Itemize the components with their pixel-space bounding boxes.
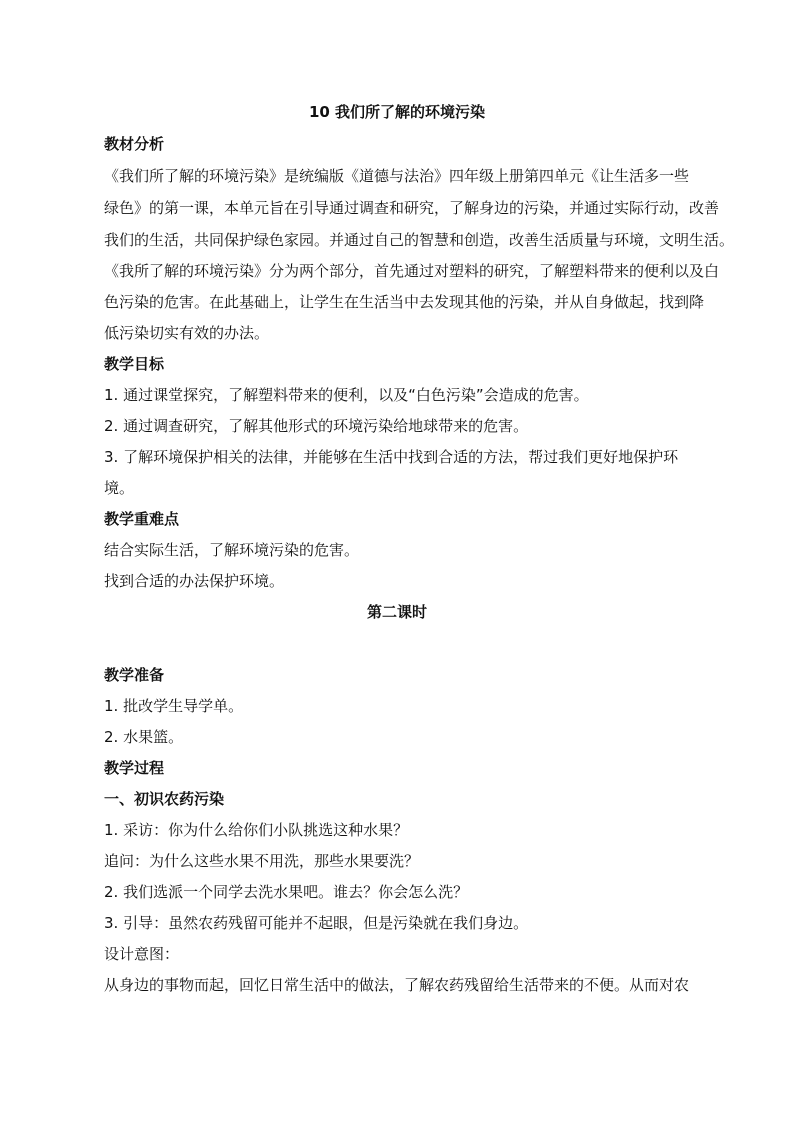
list-item: 2. 通过调查研究，了解其他形式的环境污染给地球带来的危害。 xyxy=(104,417,529,435)
paragraph-line: 低污染切实有效的办法。 xyxy=(104,324,270,342)
list-item: 1. 通过课堂探究，了解塑料带来的便利，以及“白色污染”会造成的危害。 xyxy=(104,386,589,404)
paragraph-line: 色污染的危害。在此基础上，让学生在生活当中去发现其他的污染，并从自身做起，找到降 xyxy=(104,293,705,311)
list-item: 3. 引导：虽然农药残留可能并不起眼，但是污染就在我们身边。 xyxy=(104,914,529,932)
list-item: 2. 水果篮。 xyxy=(104,728,184,746)
paragraph-line: 我们的生活，共同保护绿色家园。并通过自己的智慧和创造，改善生活质量与环境，文明生活。 xyxy=(104,231,735,249)
list-item: 2. 我们选派一个同学去洗水果吧。谁去？你会怎么洗？ xyxy=(104,883,469,901)
paragraph-line: 《我们所了解的环境污染》是统编版《道德与法治》四年级上册第四单元《让生活多一些 xyxy=(104,167,690,185)
design-intent-label: 设计意图： xyxy=(104,945,180,963)
list-item: 找到合适的办法保护环境。 xyxy=(104,572,285,590)
document-title: 10 我们所了解的环境污染 xyxy=(308,103,486,121)
list-item: 追问：为什么这些水果不用洗，那些水果要洗？ xyxy=(104,852,420,870)
section-heading-analysis: 教材分析 xyxy=(104,135,165,153)
lesson-heading: 第二课时 xyxy=(366,603,427,621)
paragraph-line: 从身边的事物而起，回忆日常生活中的做法，了解农药残留给生活带来的不便。从而对农 xyxy=(104,976,690,994)
list-item-continuation: 境。 xyxy=(104,479,135,497)
paragraph-line: 《我所了解的环境污染》分为两个部分，首先通过对塑料的研究，了解塑料带来的便利以及白 xyxy=(104,262,720,280)
section-heading-prep: 教学准备 xyxy=(104,666,165,684)
section-heading-process: 教学过程 xyxy=(104,759,165,777)
list-item: 1. 批改学生导学单。 xyxy=(104,697,244,715)
subsection-heading-part1: 一、初识农药污染 xyxy=(104,790,225,808)
section-heading-keypoints: 教学重难点 xyxy=(104,510,180,528)
paragraph-line: 绿色》的第一课，本单元旨在引导通过调查和研究，了解身边的污染，并通过实际行动，改善 xyxy=(104,199,720,217)
list-item: 3. 了解环境保护相关的法律，并能够在生活中找到合适的方法，帮过我们更好地保护环 xyxy=(104,448,679,466)
list-item: 1. 采访：你为什么给你们小队挑选这种水果？ xyxy=(104,821,409,839)
section-heading-goals: 教学目标 xyxy=(104,355,165,373)
list-item: 结合实际生活，了解环境污染的危害。 xyxy=(104,541,360,559)
